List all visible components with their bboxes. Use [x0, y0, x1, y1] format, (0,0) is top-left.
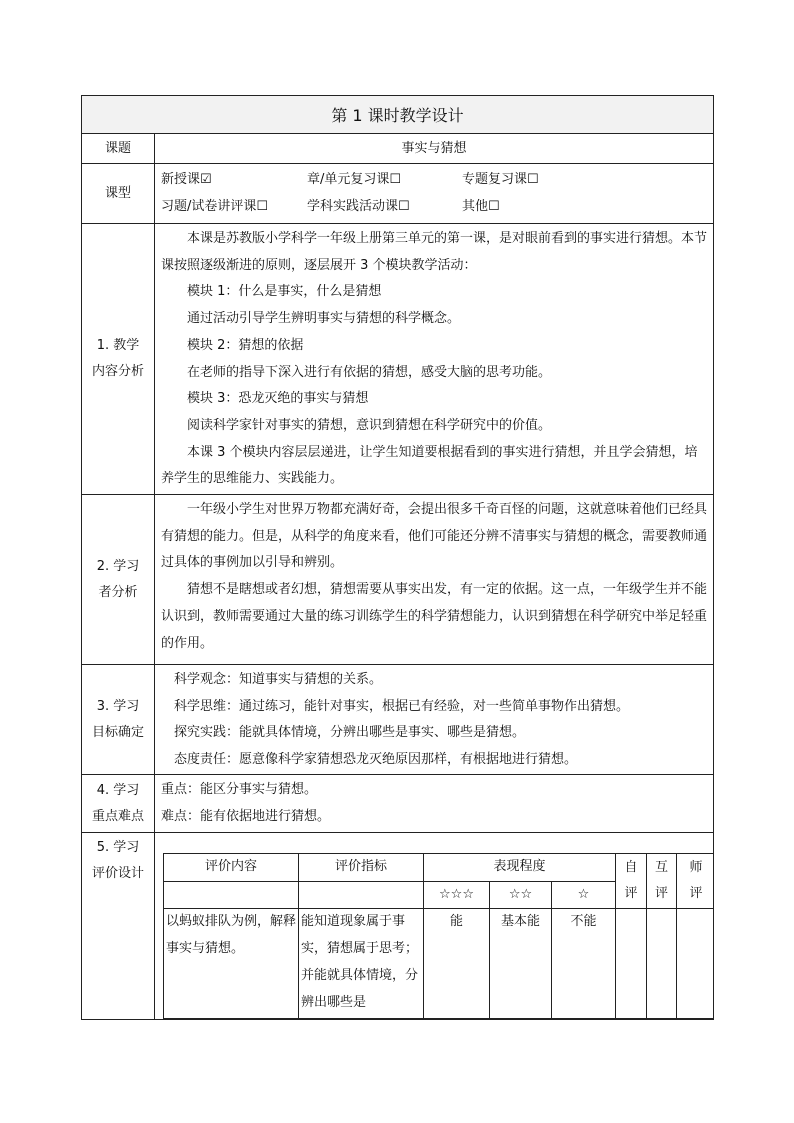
objective-item: 科学观念：知道事实与猜想的关系。	[174, 672, 383, 687]
paragraph: 本课是苏教版小学科学一年级上册第三单元的第一课，是对眼前看到的事实进行猜想。本节课按照逐级渐进的原则，逐层展开 3 个模块教学活动：	[161, 231, 708, 273]
lesson-type-option[interactable]: 专题复习课☐	[462, 172, 539, 187]
paragraph: 一年级小学生对世界万物都充满好奇，会提出很多千奇百怪的问题，这就意味着他们已经具有猜想的能力。但是，从科学的角度来看，他们可能还分辨不清事实与猜想的概念，需要教师通过具体的事例加以引导和辨别。	[161, 502, 708, 571]
paragraph: 阅读科学家针对事实的猜想，意识到猜想在科学研究中的价值。	[187, 417, 552, 433]
eval-header-indicator: 评价指标	[299, 854, 424, 882]
eval-header-blank	[164, 881, 299, 909]
paragraph: 通过活动引导学生辨明事实与猜想的科学概念。	[187, 311, 461, 327]
eval-row-level: 不能	[552, 909, 616, 1019]
topic-value: 事实与猜想	[155, 134, 714, 164]
eval-row-level: 基本能	[490, 909, 552, 1019]
objectives-label: 3. 学习 目标确定	[82, 665, 155, 775]
objective-item: 探究实践：能就具体情境，分辨出哪些是事实、哪些是猜想。	[174, 725, 526, 741]
topic-label: 课题	[82, 134, 155, 164]
lesson-design-table	[81, 95, 714, 1020]
lesson-type-options	[155, 164, 713, 220]
eval-header-peer: 互 评	[647, 854, 677, 909]
lesson-type-option[interactable]: 章/单元复习课☐	[307, 172, 402, 187]
eval-row-content: 以蚂蚁排队为例，解释事实与猜想。	[164, 909, 299, 1019]
evaluation-label: 5. 学习 评价设计	[82, 833, 155, 1020]
eval-level-three-stars: ☆☆☆	[424, 881, 490, 909]
paragraph: 在老师的指导下深入进行有依据的猜想，感受大脑的思考功能。	[187, 364, 552, 380]
eval-level-one-star: ☆	[552, 881, 616, 909]
eval-row-peer[interactable]	[647, 909, 677, 1019]
key-points-label: 4. 学习 重点难点	[82, 775, 155, 833]
evaluation-table	[163, 853, 714, 1019]
eval-header-self: 自 评	[616, 854, 647, 909]
learner-analysis-label: 2. 学习 者分析	[82, 495, 155, 665]
objective-item: 态度责任：愿意像科学家猜想恐龙灭绝原因那样，有根据地进行猜想。	[174, 752, 578, 768]
page-title: 第 1 课时教学设计	[82, 96, 714, 134]
lesson-type-option[interactable]: 学科实践活动课☐	[307, 199, 410, 214]
lesson-type-option[interactable]: 其他☐	[462, 199, 500, 214]
lesson-type-label: 课型	[82, 164, 155, 224]
eval-header-content: 评价内容	[164, 854, 299, 882]
eval-row-level: 能	[424, 909, 490, 1019]
paragraph: 模块 3：恐龙灭绝的事实与猜想	[187, 391, 369, 407]
eval-row-self[interactable]	[616, 909, 647, 1019]
objectives-body	[155, 665, 714, 775]
lesson-type-option[interactable]: 新授课☑	[161, 172, 212, 187]
key-point-item: 重点：能区分事实与猜想。	[161, 782, 318, 797]
eval-header-performance: 表现程度	[424, 854, 616, 882]
key-points-body	[155, 775, 714, 833]
eval-row-indicator: 能知道现象属于事实，猜想属于思考；并能就具体情境，分辨出哪些是	[299, 909, 424, 1019]
lesson-type-option[interactable]: 习题/试卷讲评课☐	[161, 199, 269, 214]
objective-item: 科学思维：通过练习，能针对事实，根据已有经验，对一些简单事物作出猜想。	[174, 698, 630, 714]
eval-header-teacher: 师 评	[677, 854, 714, 909]
key-point-item: 难点：能有依据地进行猜想。	[161, 808, 331, 824]
eval-header-blank	[299, 881, 424, 909]
eval-row-teacher[interactable]	[677, 909, 714, 1019]
paragraph: 模块 1：什么是事实，什么是猜想	[187, 284, 382, 300]
content-analysis-body	[155, 224, 714, 495]
paragraph: 本课 3 个模块内容层层递进，让学生知道要根据看到的事实进行猜想，并且学会猜想，培养学生的思维能力、实践能力。	[161, 444, 698, 487]
content-analysis-label: 1. 教学 内容分析	[82, 224, 155, 495]
paragraph: 模块 2：猜想的依据	[187, 337, 304, 353]
eval-level-two-stars: ☆☆	[490, 881, 552, 909]
paragraph: 猜想不是瞎想或者幻想，猜想需要从事实出发，有一定的依据。这一点，一年级学生并不能认识到，教师需要通过大量的练习训练学生的科学猜想能力，认识到猜想在科学研究中举足轻重的作用。	[161, 582, 708, 651]
learner-analysis-body	[155, 495, 714, 665]
